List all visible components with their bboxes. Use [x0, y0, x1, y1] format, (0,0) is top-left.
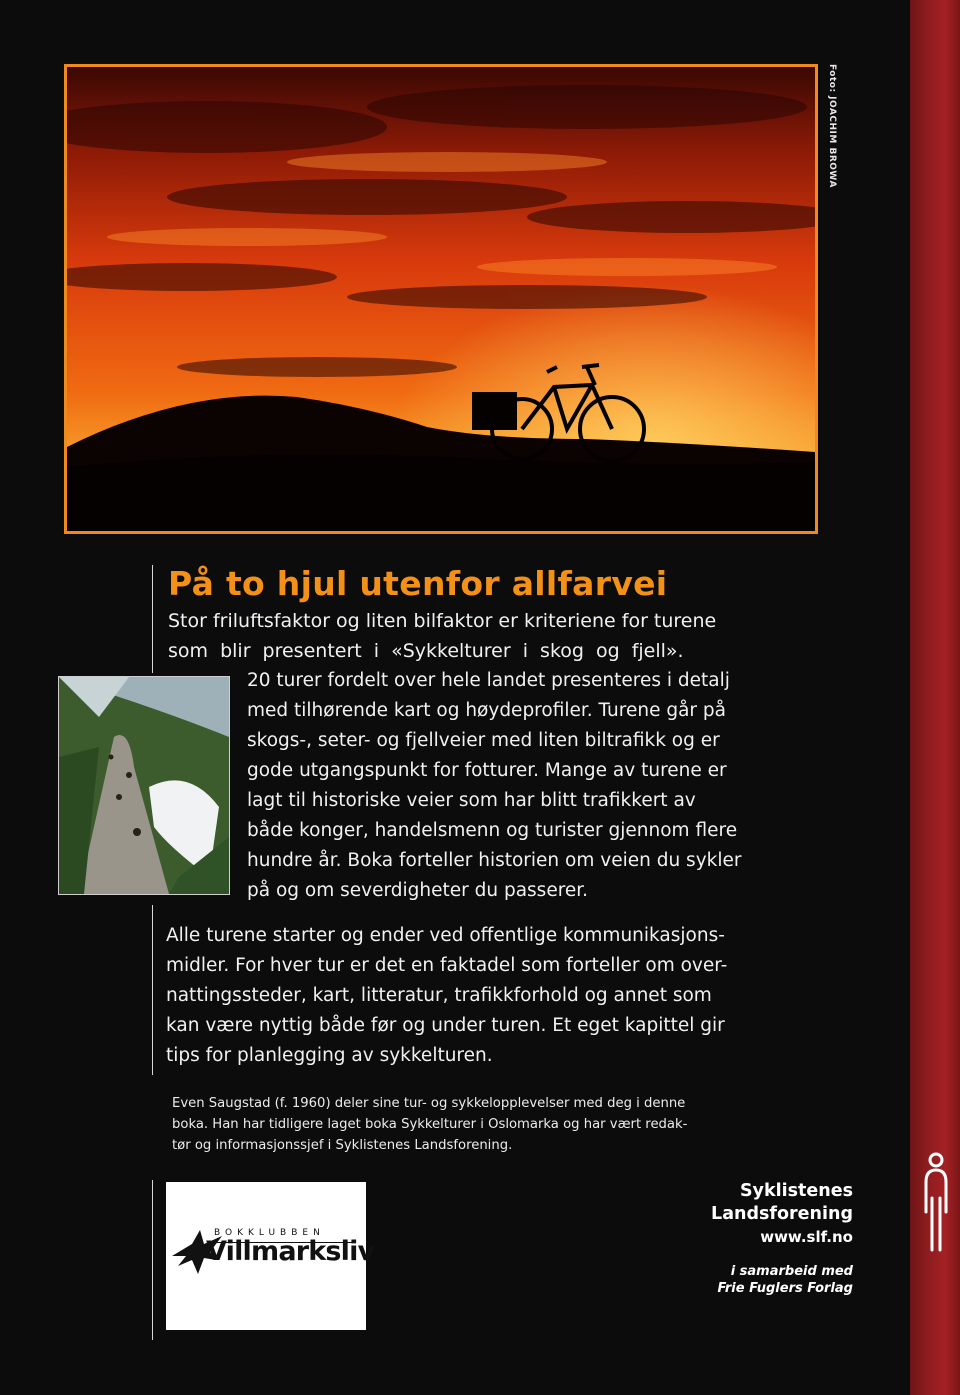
- text-line: midler. For hver tur er det en faktadel som forteller om over-: [166, 955, 728, 976]
- logo-small-text: BOKKLUBBEN: [214, 1228, 325, 1238]
- text-line: boka. Han har tidligere laget boka Sykkelturer i Oslomarka og har vært redak-: [172, 1117, 688, 1132]
- text-line: både konger, handelsmenn og turister gjennom flere: [247, 820, 738, 841]
- cooperation-note: [717, 1263, 853, 1297]
- org-line: Syklistenes: [739, 1181, 853, 1201]
- divider-line-middle: [152, 905, 153, 1075]
- second-paragraph: [166, 921, 727, 1071]
- divider-line-bottom: [152, 1180, 153, 1340]
- mountain-cyclists-photo: [58, 676, 230, 895]
- page-title: På to hjul utenfor allfarvei: [168, 564, 668, 603]
- text-line: kan være nyttig både før og under turen. Et eget kapittel gir: [166, 1015, 725, 1036]
- text-line: gode utgangspunkt for fotturer. Mange av turene er: [247, 760, 727, 781]
- text-line: 20 turer fordelt over hele landet presenteres i detalj: [247, 670, 730, 691]
- intro-paragraph: [168, 606, 716, 666]
- text-line: med tilhørende kart og høydeprofiler. Turene går på: [247, 700, 726, 721]
- text-line: hundre år. Boka forteller historien om veien du sykler: [247, 850, 742, 871]
- text-line: nattingssteder, kart, litteratur, trafikkforhold og annet som: [166, 985, 712, 1006]
- text-line: tips for planlegging av sykkelturen.: [166, 1045, 493, 1066]
- org-line: Landsforening: [711, 1204, 853, 1224]
- sunset-bicycle-photo: [64, 64, 818, 534]
- cyclist-logo-icon: [918, 1150, 954, 1260]
- text-line: Alle turene starter og ender ved offentlige kommunikasjons-: [166, 925, 725, 946]
- organization-url[interactable]: www.slf.no: [760, 1228, 853, 1246]
- text-line: Stor friluftsfaktor og liten bilfaktor er kriteriene for turene: [168, 610, 717, 632]
- text-line: på og om severdigheter du passerer.: [247, 880, 589, 901]
- logo-big-text: Villmarksliv: [206, 1236, 375, 1267]
- text-line: som blir presentert i «Sykkelturer i skog og fjell».: [168, 640, 684, 662]
- organization-name: [711, 1180, 853, 1226]
- text-line: tør og informasjonssjef i Syklistenes Landsforening.: [172, 1138, 513, 1153]
- text-line: skogs-, seter- og fjellveier med liten biltrafikk og er: [247, 730, 720, 751]
- coop-line: Frie Fuglers Forlag: [717, 1281, 853, 1296]
- photo-credit: Foto: JOACHIM BROWA: [827, 64, 837, 188]
- text-line: Even Saugstad (f. 1960) deler sine tur- og sykkelopplevelser med deg i denne: [172, 1096, 686, 1111]
- author-bio: [172, 1093, 687, 1156]
- bokklubben-villmarksliv-logo: [166, 1182, 375, 1330]
- coop-line: i samarbeid med: [730, 1264, 853, 1279]
- divider-line-top: [152, 565, 153, 673]
- text-line: lagt til historiske veier som har blitt trafikkert av: [247, 790, 696, 811]
- indented-paragraph: [247, 666, 742, 906]
